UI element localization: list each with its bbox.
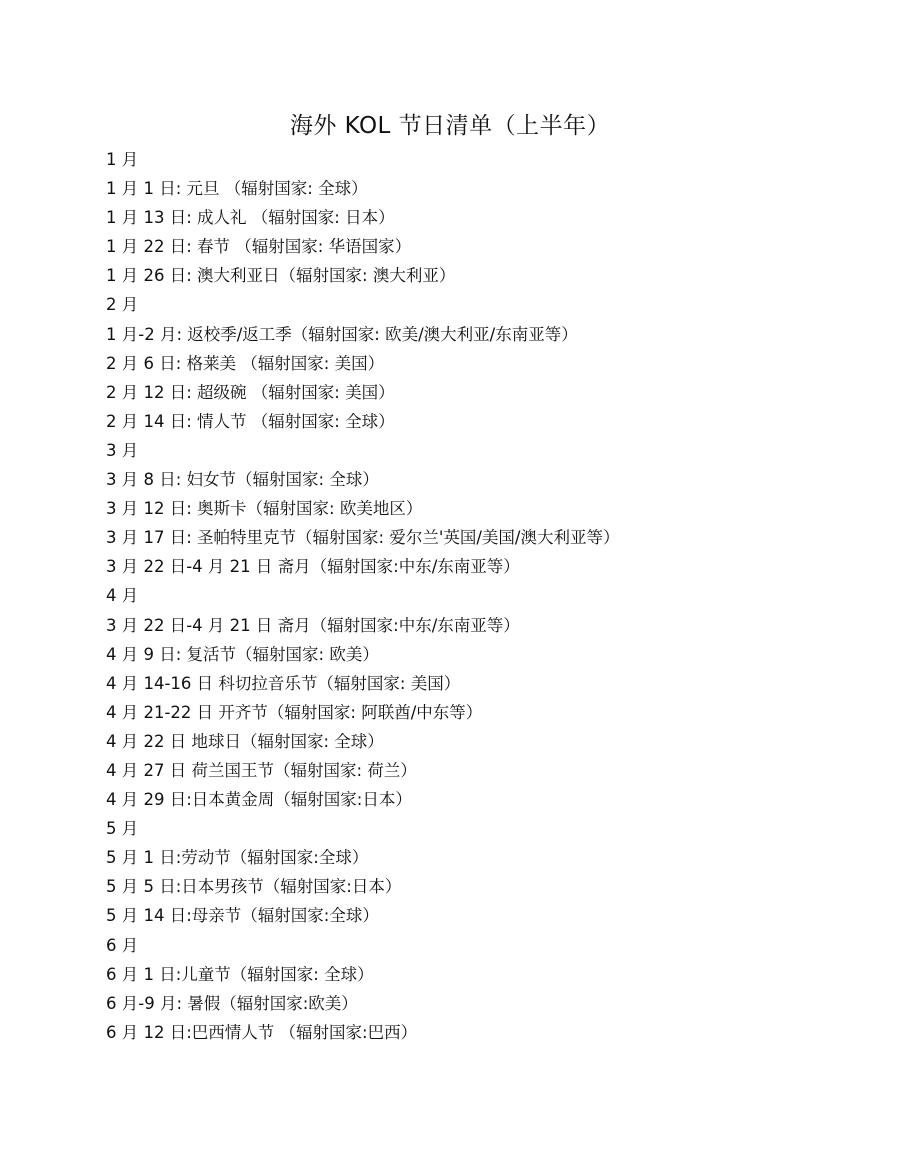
month-heading: 6 月 [106, 935, 139, 955]
holiday-entry: 1 月 13 日: 成人礼 （辐射国家: 日本） [106, 208, 395, 228]
holiday-entry: 4 月 29 日:日本黄金周（辐射国家:日本） [106, 790, 412, 810]
holiday-entry: 3 月 8 日: 妇女节（辐射国家: 全球） [106, 470, 379, 490]
month-heading: 3 月 [106, 440, 139, 460]
holiday-entry: 5 月 5 日:日本男孩节（辐射国家:日本） [106, 877, 402, 897]
holiday-entry: 4 月 22 日 地球日（辐射国家: 全球） [106, 731, 384, 751]
holiday-entry: 4 月 27 日 荷兰国王节（辐射国家: 荷兰） [106, 760, 417, 780]
holiday-entry: 1 月 22 日: 春节 （辐射国家: 华语国家） [106, 237, 412, 257]
holiday-entry: 2 月 14 日: 情人节 （辐射国家: 全球） [106, 411, 395, 431]
month-heading: 1 月 [106, 150, 139, 169]
holiday-entry: 4 月 21-22 日 开齐节（辐射国家: 阿联酋/中东等） [106, 702, 483, 722]
month-heading: 2 月 [106, 295, 139, 315]
holiday-entry: 3 月 22 日-4 月 21 日 斋月（辐射国家:中东/东南亚等） [106, 557, 520, 577]
holiday-entry: 4 月 14-16 日 科切拉音乐节（辐射国家: 美国） [106, 673, 461, 693]
holiday-entry: 1 月-2 月: 返校季/返工季（辐射国家: 欧美/澳大利亚/东南亚等） [106, 324, 578, 344]
holiday-entry: 3 月 17 日: 圣帕特里克节（辐射国家: 爱尔兰'英国/美国/澳大利亚等） [106, 528, 620, 548]
month-heading: 5 月 [106, 819, 139, 839]
holiday-entry: 2 月 6 日: 格莱美 （辐射国家: 美国） [106, 353, 385, 373]
holiday-entry: 5 月 14 日:母亲节（辐射国家:全球） [106, 906, 379, 926]
holiday-entry: 1 月 1 日: 元旦 （辐射国家: 全球） [106, 179, 368, 199]
holiday-entry: 1 月 26 日: 澳大利亚日（辐射国家: 澳大利亚） [106, 266, 456, 286]
holiday-list [106, 145, 866, 1047]
document-title: 海外 KOL 节日清单（上半年） [289, 113, 611, 139]
holiday-entry: 6 月-9 月: 暑假（辐射国家:欧美） [106, 993, 358, 1013]
month-heading: 4 月 [106, 586, 139, 606]
holiday-entry: 3 月 12 日: 奥斯卡（辐射国家: 欧美地区） [106, 499, 423, 519]
holiday-entry: 6 月 12 日:巴西情人节 （辐射国家:巴西） [106, 1022, 418, 1042]
holiday-entry: 6 月 1 日:儿童节（辐射国家: 全球） [106, 964, 374, 984]
holiday-entry: 2 月 12 日: 超级碗 （辐射国家: 美国） [106, 382, 395, 402]
holiday-entry: 4 月 9 日: 复活节（辐射国家: 欧美） [106, 644, 379, 664]
holiday-entry: 3 月 22 日-4 月 21 日 斋月（辐射国家:中东/东南亚等） [106, 615, 520, 635]
holiday-entry: 5 月 1 日:劳动节（辐射国家:全球） [106, 848, 369, 868]
